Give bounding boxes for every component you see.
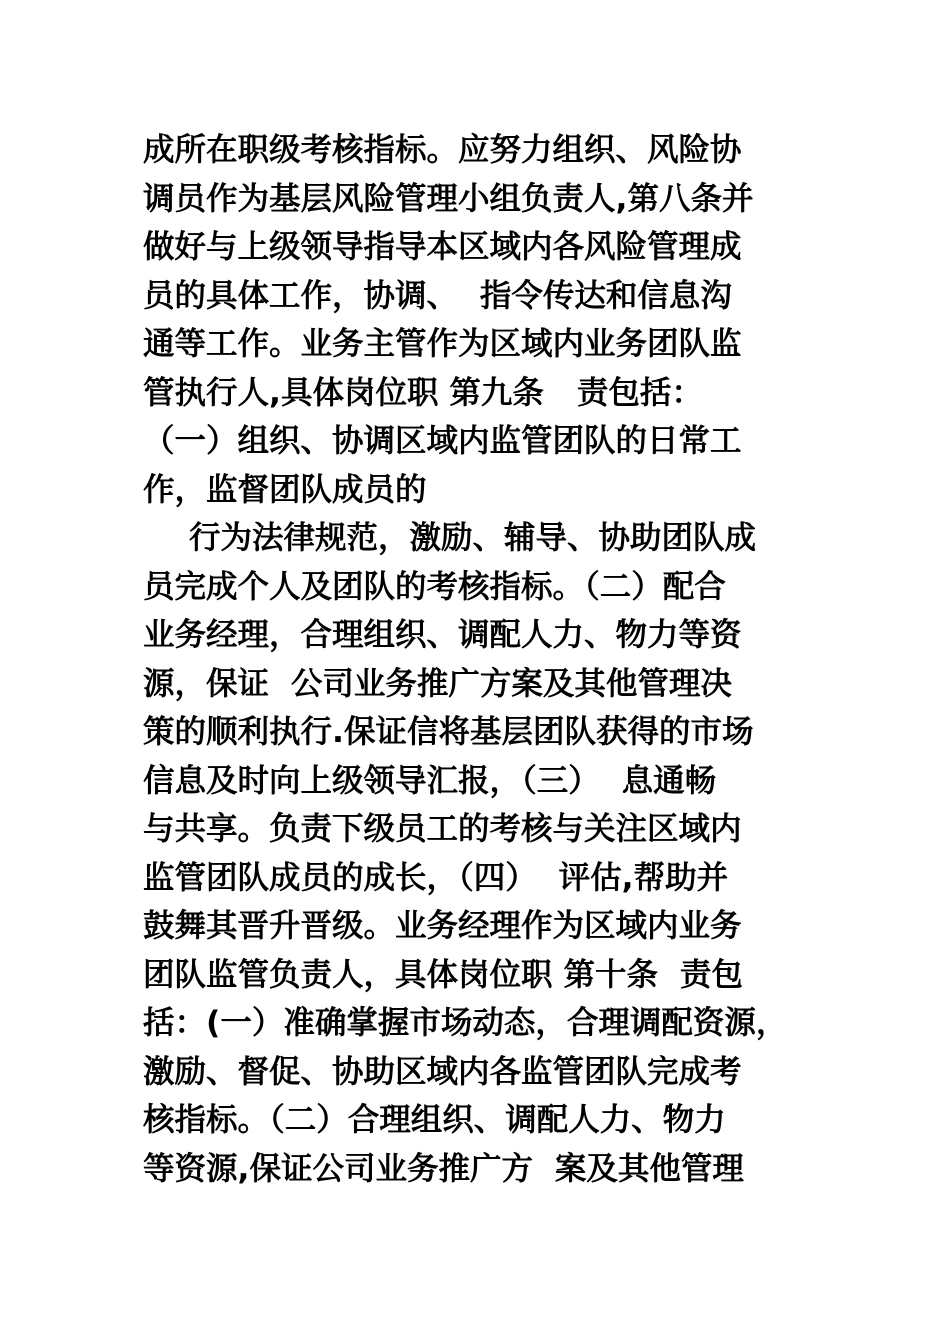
text-line: 策的顺利执行.保证信将基层团队获得的市场 [143, 714, 754, 750]
document-body [143, 126, 823, 1193]
text-line: 通等工作。业务主管作为区域内业务团队监 [143, 326, 742, 362]
text-line: 信息及时向上级领导汇报，（三） 息通畅 [143, 762, 717, 799]
text-line: 管执行人,具体岗位职 第九条 责包括： [143, 374, 703, 411]
text-line: 成所在职级考核指标。应努力组织、风险协 [143, 132, 742, 168]
text-line: 激励、督促、协助区域内各监管团队完成考 [143, 1053, 742, 1090]
text-line: 与共享。负责下级员工的考核与关注区域内 [143, 811, 742, 847]
text-line: 做好与上级领导指导本区域内各风险管理成 [143, 229, 742, 265]
text-line: 作，监督团队成员的 [143, 471, 427, 508]
text-line: 调员作为基层风险管理小组负责人,第八条并 [143, 180, 754, 217]
text-line: 等资源,保证公司业务推广方 案及其他管理 [143, 1150, 744, 1187]
text-line: 括：(一）准确掌握市场动态，合理调配资源， [143, 1005, 788, 1041]
text-line: 鼓舞其晋升晋级。业务经理作为区域内业务 [143, 908, 742, 944]
text-line: 员完成个人及团队的考核指标。（二）配合 [143, 568, 726, 605]
text-line: 业务经理，合理组织、调配人力、物力等资 [143, 617, 742, 653]
text-line: 监管团队成员的成长，（四） 评估,帮助并 [143, 859, 729, 896]
text-line: 核指标。（二）合理组织、调配人力、物力 [143, 1102, 726, 1138]
text-line: 员的具体工作，协调、 指令传达和信息沟 [143, 277, 732, 314]
text-line: （一）组织、协调区域内监管团队的日常工 [143, 423, 742, 459]
text-line-indented: 行为法律规范，激励、辅导、协助团队成 [189, 520, 757, 556]
text-line: 团队监管负责人，具体岗位职 第十条 责包 [143, 956, 743, 993]
text-line: 源，保证 公司业务推广方案及其他管理决 [143, 665, 732, 702]
